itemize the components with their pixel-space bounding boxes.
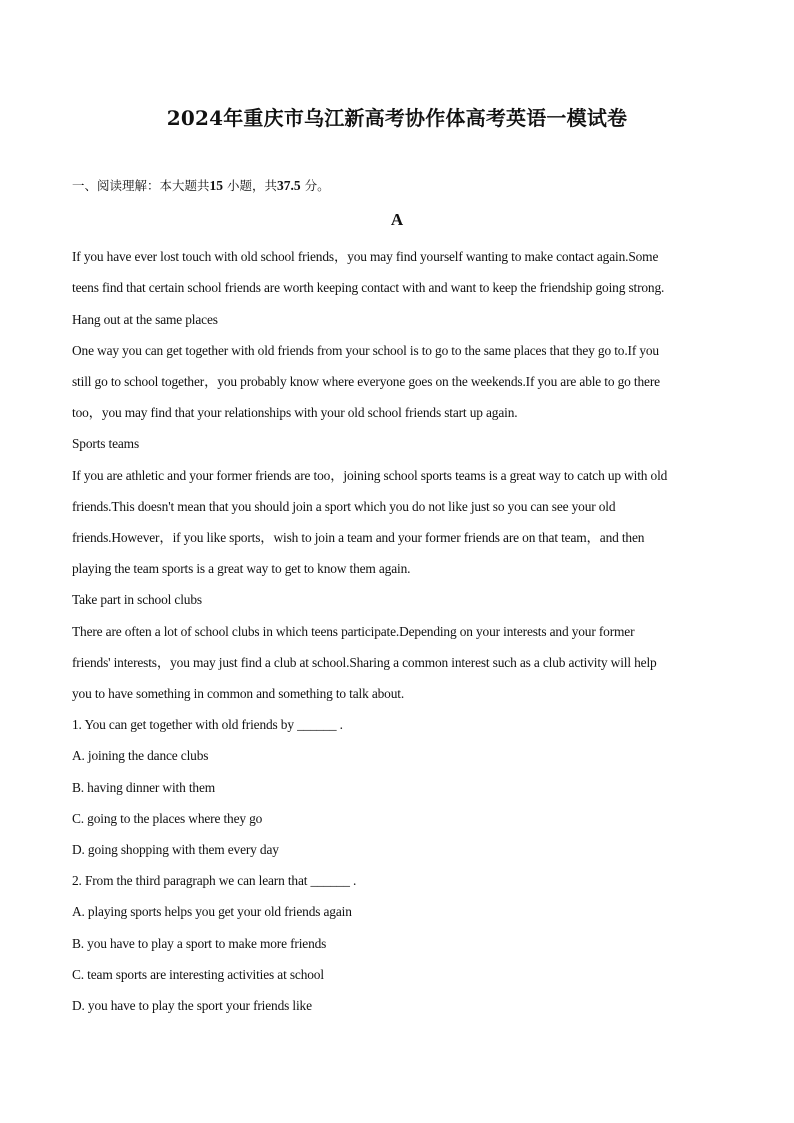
answer-option: D. you have to play the sport your friends like xyxy=(72,998,312,1013)
page-title: 2024年重庆市乌江新高考协作体高考英语一模试卷 xyxy=(166,106,628,130)
text-line: teens find that certain school friends are worth keeping contact with and want to keep the friendship going strong. xyxy=(72,280,665,295)
text-line: still go to school together，you probably know where everyone goes on the weekends.If you are able to go there xyxy=(72,374,660,389)
text-line: One way you can get together with old friends from your school is to go to the same places that they go to.If you xyxy=(72,343,659,358)
subheading-line: Take part in school clubs xyxy=(72,592,202,607)
text-line: There are often a lot of school clubs in which teens participate.Depending on your interests and your former xyxy=(72,624,635,639)
total-score: 37.5 xyxy=(277,178,301,193)
section-middle: 小题，共 xyxy=(227,178,278,193)
question-stem: 2. From the third paragraph we can learn that ______ . xyxy=(72,873,357,888)
text-line: too，you may find that your relationships with your old school friends start up again. xyxy=(72,405,518,420)
answer-option: A. playing sports helps you get your old friends again xyxy=(72,904,352,919)
text-line: If you are athletic and your former friends are too，joining school sports teams is a great way to catch up with old xyxy=(72,468,668,483)
answer-option: A. joining the dance clubs xyxy=(72,748,209,763)
answer-option: C. going to the places where they go xyxy=(72,811,263,826)
text-line: friends' interests，you may just find a club at school.Sharing a common interest such as a club activity will help xyxy=(72,655,657,670)
text-line: you to have something in common and something to talk about. xyxy=(72,686,405,701)
section-suffix: 分。 xyxy=(304,178,330,193)
passage-label: A xyxy=(390,210,404,229)
answer-option: D. going shopping with them every day xyxy=(72,842,279,857)
subheading-line: Hang out at the same places xyxy=(72,312,218,327)
text-line: friends.This doesn't mean that you should join a sport which you do not like just so you can see your old xyxy=(72,499,616,514)
question-stem: 1. You can get together with old friends by ______ . xyxy=(72,717,343,732)
answer-option: B. having dinner with them xyxy=(72,780,216,795)
section-prefix: 一、阅读理解：本大题共 xyxy=(72,178,210,193)
answer-option: C. team sports are interesting activities at school xyxy=(72,967,324,982)
answer-option: B. you have to play a sport to make more friends xyxy=(72,936,327,951)
text-line: friends.However，if you like sports，wish to join a team and your former friends are on that team，and then xyxy=(72,530,645,545)
text-line: If you have ever lost touch with old school friends，you may find yourself wanting to make contact again.Some xyxy=(72,249,659,264)
text-line: playing the team sports is a great way to get to know them again. xyxy=(72,561,411,576)
question-count: 15 xyxy=(209,178,224,193)
section-heading xyxy=(72,176,330,194)
subheading-line: Sports teams xyxy=(72,436,140,451)
